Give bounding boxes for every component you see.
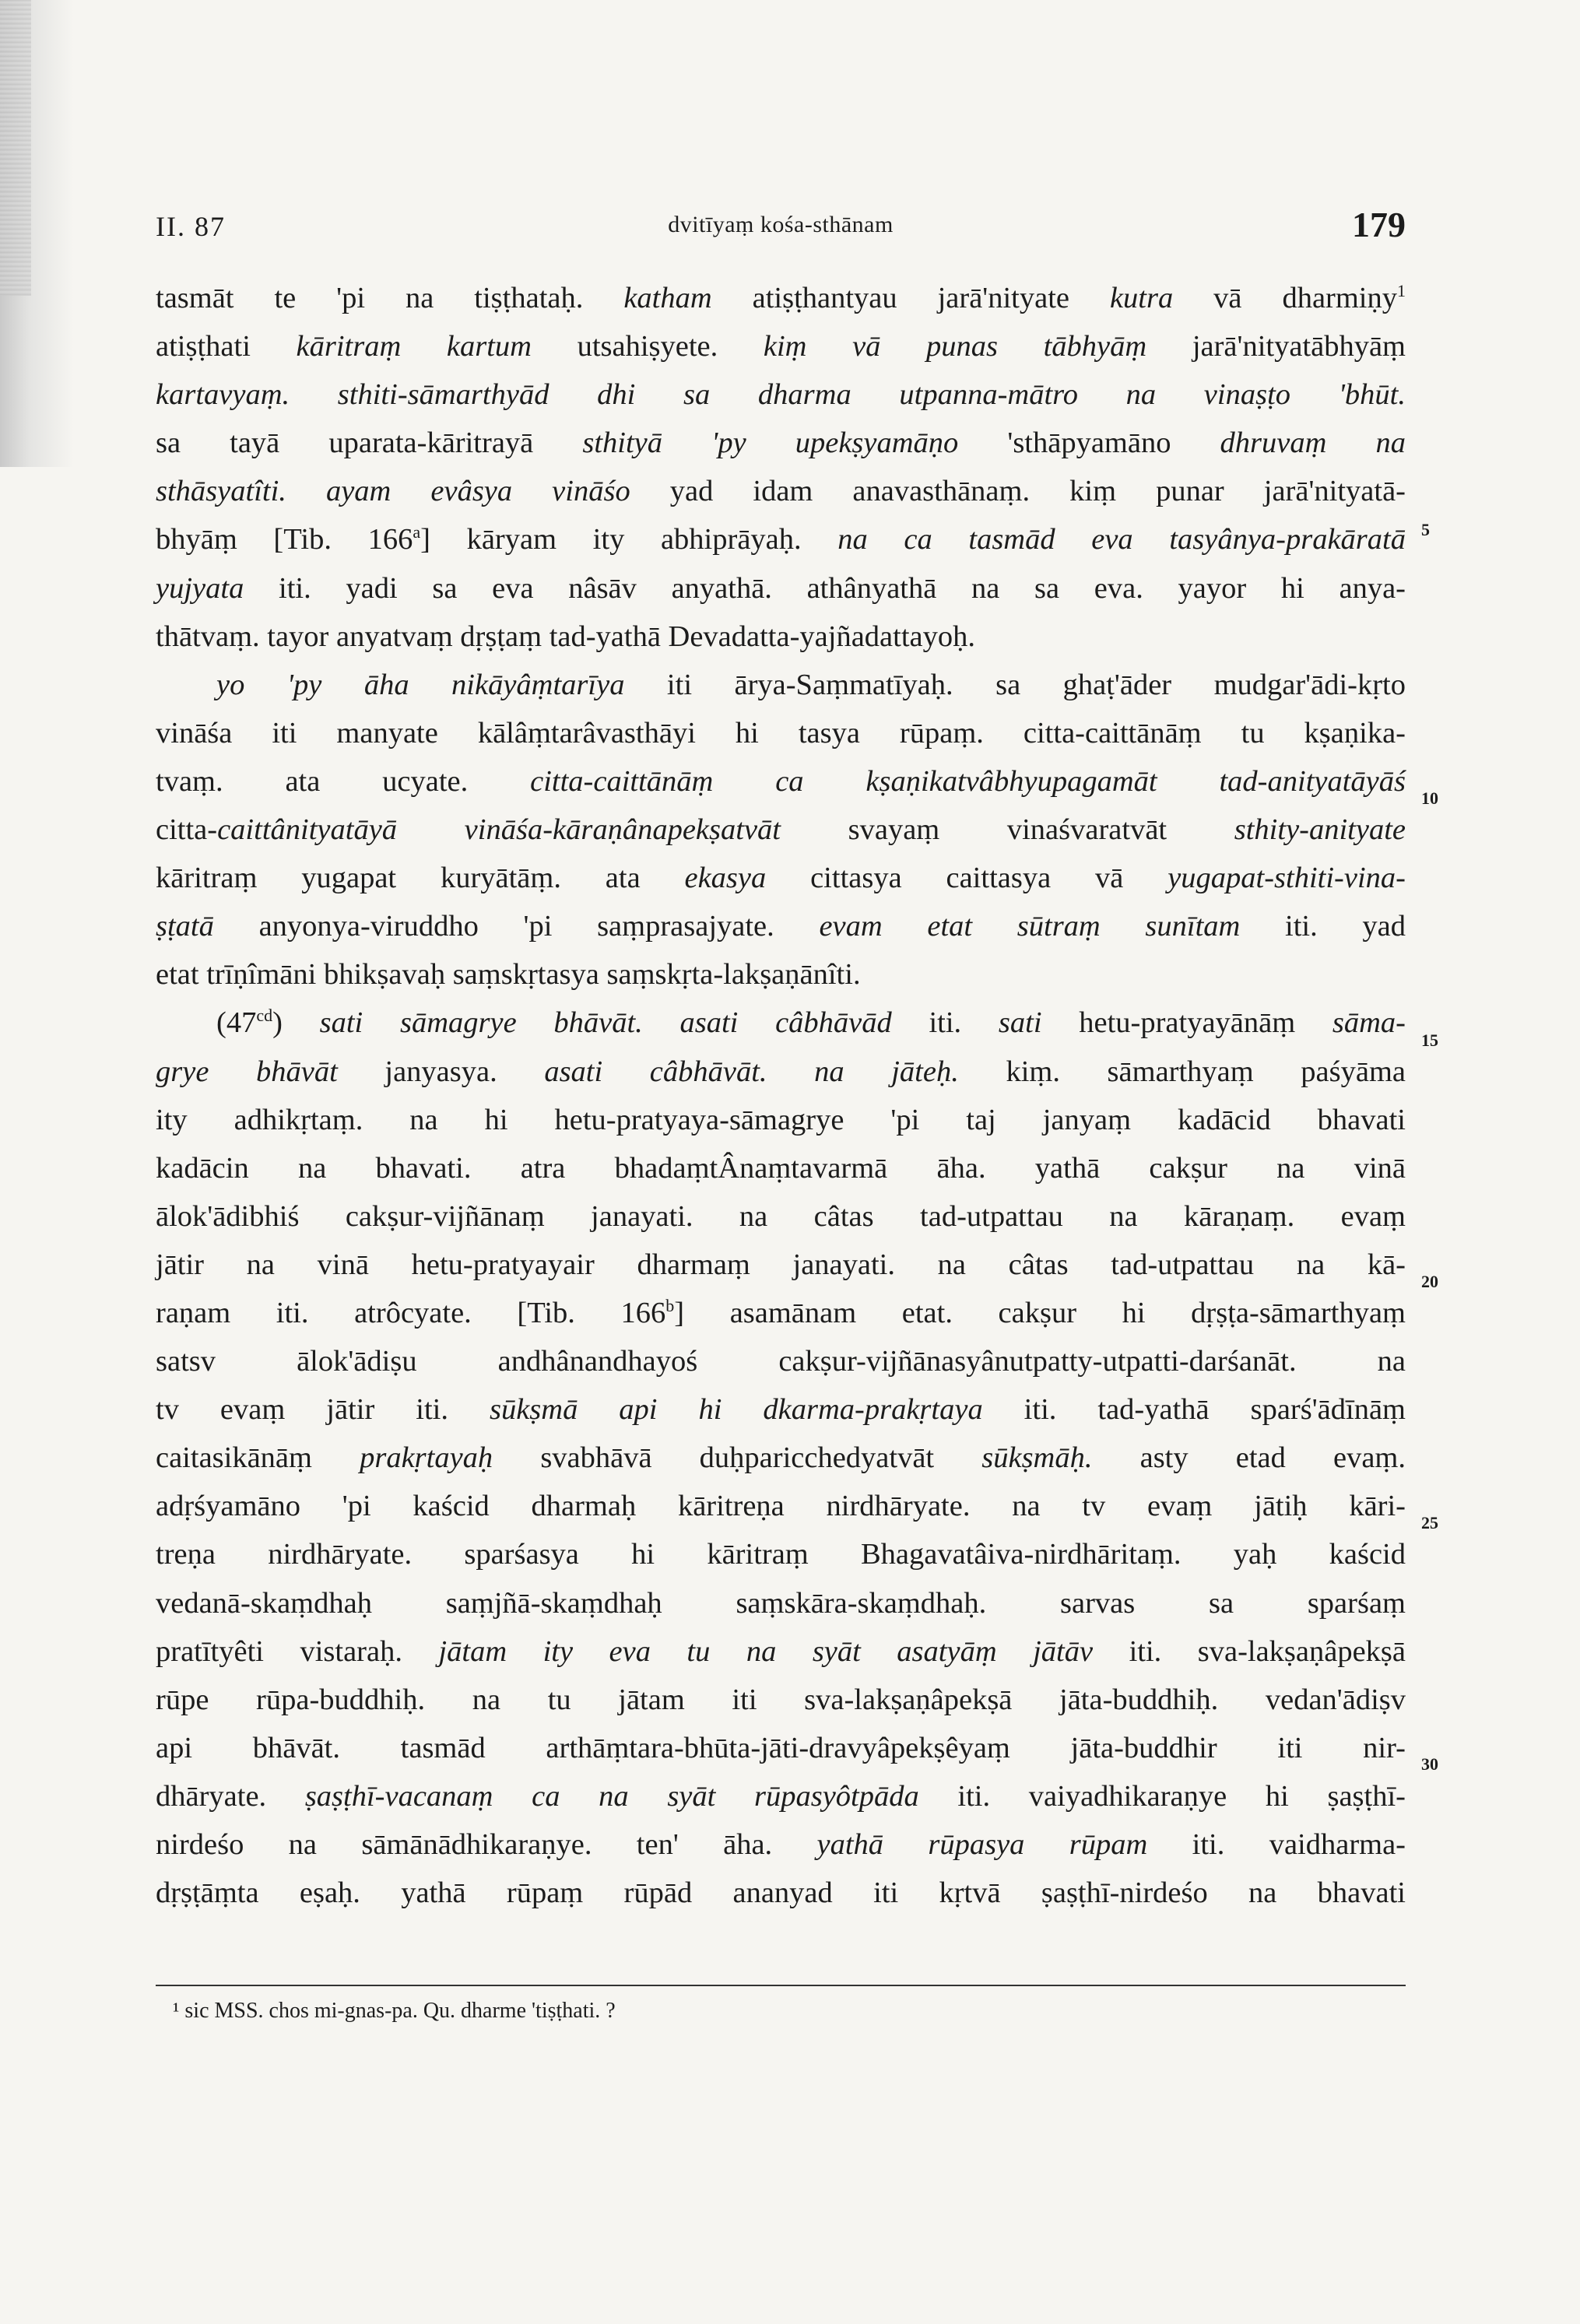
- text-line: [156, 467, 1406, 515]
- text-span: iti. sva-lakṣaṇâpekṣā: [1093, 1634, 1406, 1668]
- text-span: kadācin na bhavati. atra bhadaṃtÂnaṃtavarmā āha. yathā cakṣur na vinā: [156, 1151, 1406, 1185]
- text-line: [156, 1337, 1406, 1385]
- text-span: vā dharmiṇy: [1173, 282, 1398, 314]
- text-span: raṇam iti. atrôcyate. [Tib. 166: [156, 1296, 666, 1329]
- text-span: iti ārya-Saṃmatīyaḥ. sa ghaṭ'āder mudgar'ādi-kṛto: [624, 668, 1406, 701]
- italic-span: yugapat-sthiti-vina-: [1167, 862, 1406, 895]
- text-span: vedanā-skaṃdhaḥ saṃjñā-skaṃdhaḥ saṃskāra-skaṃdhaḥ. sarvas sa sparśaṃ: [156, 1586, 1406, 1620]
- text-span: ity adhikṛtaṃ. na hi hetu-pratyaya-sāmagrye 'pi taj janyaṃ kadācid bhavati: [156, 1103, 1406, 1136]
- text-span: thātvaṃ. tayor anyatvaṃ dṛṣṭaṃ tad-yathā Devadatta-yajñadattayoḥ.: [156, 620, 975, 653]
- main-text-block: [156, 274, 1406, 1917]
- text-span: kiṃ. sāmarthyaṃ paśyāma: [958, 1055, 1406, 1088]
- text-span: cittasya caittasya vā: [766, 862, 1168, 895]
- text-line: [156, 1144, 1406, 1192]
- text-line: [156, 999, 1406, 1047]
- text-line: [156, 1627, 1406, 1676]
- italic-span: yo 'py āha nikāyâṃtarīya: [216, 668, 625, 701]
- text-span: yad idam anavasthānaṃ. kiṃ punar jarā'nityatā-: [630, 475, 1406, 508]
- italic-span: kartavyaṃ. sthiti-sāmarthyād dhi sa dharma utpanna-mātro na vinaṣṭo 'bhūt.: [156, 378, 1406, 412]
- text-span: nirdeśo na sāmānādhikaraṇye. ten' āha.: [156, 1828, 817, 1861]
- text-line: [156, 1241, 1406, 1289]
- text-line: [156, 1676, 1406, 1724]
- line-number-15: 15: [1421, 1030, 1438, 1050]
- italic-span: ṣaṣṭhī-vacanaṃ ca na syāt rūpasyôtpāda: [304, 1779, 919, 1813]
- footnote-rule: [156, 1985, 1406, 1986]
- text-line: [156, 661, 1406, 709]
- text-span: (47: [216, 1006, 257, 1040]
- text-span: treṇa nirdhāryate. sparśasya hi kāritraṃ Bhagavatâiva-nirdhāritaṃ. yaḥ kaścid: [156, 1538, 1406, 1571]
- text-span: jarā'nityatābhyāṃ: [1146, 330, 1406, 363]
- italic-span: ṣṭatā: [156, 910, 214, 943]
- italic-span: dhruvaṃ na: [1220, 427, 1406, 460]
- italic-span: yathā rūpasya rūpam: [816, 1828, 1148, 1861]
- line-number-25: 25: [1421, 1513, 1438, 1532]
- italic-span: kiṃ vā punas tābhyāṃ: [763, 330, 1147, 363]
- line-number-5: 5: [1421, 520, 1430, 539]
- superscript: 1: [1397, 281, 1406, 300]
- superscript: a: [413, 522, 421, 542]
- text-line: [156, 709, 1406, 757]
- text-line: [156, 1192, 1406, 1241]
- text-span: bhyāṃ [Tib. 166: [156, 523, 413, 556]
- text-line: [156, 757, 1406, 806]
- text-span: anyonya-viruddho 'pi saṃprasajyate.: [213, 910, 820, 943]
- text-span: ] asamānam etat. cakṣur hi dṛṣṭa-sāmarthyaṃ: [674, 1296, 1406, 1329]
- text-line: [156, 322, 1406, 370]
- italic-span: asati câbhāvāt. na jāteḥ.: [544, 1055, 959, 1088]
- superscript: b: [665, 1295, 675, 1315]
- text-span: svayaṃ vinaśvaratvāt: [780, 813, 1234, 847]
- text-span: etat trīṇîmāni bhikṣavaḥ saṃskṛtasya saṃskṛta-lakṣaṇānîti.: [156, 958, 861, 992]
- text-span: svabhāvā duḥparicchedyatvāt: [493, 1441, 982, 1475]
- italic-span: sati: [998, 1006, 1042, 1040]
- text-span: ): [272, 1006, 320, 1040]
- italic-span: citta-caittānāṃ ca kṣaṇikatvâbhyupagamāt tad-anityatāyāś: [530, 764, 1406, 798]
- text-span: jātir na vinā hetu-pratyayair dharmaṃ janayati. na câtas tad-utpattau na kā-: [156, 1248, 1406, 1281]
- text-line: [156, 1772, 1406, 1820]
- italic-span: kutra: [1109, 282, 1174, 314]
- text-span: utsahiṣyete.: [531, 330, 764, 363]
- text-span: tvaṃ. ata ucyate.: [156, 764, 531, 798]
- text-line: [156, 1434, 1406, 1482]
- line-number-10: 10: [1421, 788, 1438, 808]
- italic-span: sthity-anityate: [1234, 813, 1406, 847]
- text-line: [156, 1820, 1406, 1869]
- italic-span: sāma-: [1332, 1006, 1406, 1040]
- text-line: [156, 613, 1406, 661]
- italic-span: jātam ity eva tu na syāt asatyāṃ jātāv: [438, 1634, 1094, 1668]
- text-span: 'sthāpyamāno: [958, 427, 1220, 460]
- text-span: rūpe rūpa-buddhiḥ. na tu jātam iti sva-lakṣaṇâpekṣā jāta-buddhiḥ. vedan'ādiṣv: [156, 1683, 1406, 1716]
- text-line: [156, 1385, 1406, 1434]
- text-line: [156, 419, 1406, 467]
- text-span: kāritraṃ yugapat kuryātāṃ. ata: [156, 862, 685, 895]
- text-line: [156, 1048, 1406, 1096]
- text-line: [156, 1096, 1406, 1144]
- text-line: [156, 274, 1406, 322]
- text-line: [156, 1579, 1406, 1627]
- italic-span: sthityā 'py upekṣyamāṇo: [582, 427, 959, 460]
- line-number-30: 30: [1421, 1754, 1438, 1774]
- text-span: asty etad evaṃ.: [1092, 1441, 1406, 1475]
- text-span: citta-: [156, 813, 218, 847]
- italic-span: sati sāmagrye bhāvāt. asati câbhāvād: [319, 1006, 892, 1040]
- italic-span: na ca tasmād eva tasyânya-prakāratā: [837, 523, 1406, 556]
- text-line: [156, 1482, 1406, 1530]
- text-line: [156, 1530, 1406, 1578]
- text-span: satsv ālok'ādiṣu andhânandhayoś cakṣur-vijñānasyânutpatty-utpatti-darśanāt. na: [156, 1345, 1406, 1378]
- text-span: atiṣṭhati: [156, 330, 297, 363]
- text-line: [156, 902, 1406, 950]
- text-span: pratītyêti vistaraḥ.: [156, 1634, 439, 1668]
- italic-span: sūkṣmā api hi dkarma-prakṛtaya: [489, 1393, 983, 1427]
- text-line: [156, 1869, 1406, 1917]
- running-head: [156, 204, 1406, 251]
- text-span: vināśa iti manyate kālâṃtarâvasthāyi hi tasya rūpaṃ. citta-caittānāṃ tu kṣaṇika-: [156, 716, 1406, 750]
- italic-span: evam etat sūtraṃ sunītam: [819, 910, 1241, 943]
- text-span: janyasya.: [337, 1055, 545, 1088]
- text-line: [156, 1289, 1406, 1337]
- italic-span: caittânityatāyā vināśa-kāraṇânapekṣatvāt: [217, 813, 781, 847]
- chapter-title: dvitīyaṃ kośa-sthānam: [668, 212, 894, 237]
- text-span: iti. yadi sa eva nâsāv anyathā. athânyathā na sa eva. yayor hi anya-: [244, 571, 1406, 605]
- text-span: iti. yad: [1240, 910, 1406, 943]
- footnote: ¹ sic MSS. chos mi-gnas-pa. Qu. dharme 'tiṣṭhati. ?: [173, 1999, 616, 2023]
- text-span: adṛśyamāno 'pi kaścid dharmaḥ kāritreṇa nirdhāryate. na tv evaṃ jātiḥ kāri-: [156, 1490, 1406, 1523]
- text-span: hetu-pratyayānāṃ: [1041, 1006, 1332, 1040]
- superscript: cd: [256, 1006, 273, 1026]
- text-line: [156, 854, 1406, 902]
- italic-span: ekasya: [684, 862, 767, 895]
- italic-span: sūkṣmāḥ.: [981, 1441, 1093, 1475]
- text-line: [156, 564, 1406, 613]
- text-line: [156, 806, 1406, 854]
- text-line: [156, 370, 1406, 419]
- text-line: [156, 950, 1406, 999]
- line-number-20: 20: [1421, 1272, 1438, 1291]
- text-span: api bhāvāt. tasmād arthāṃtara-bhūta-jāti-dravyâpekṣêyaṃ jāta-buddhir iti nir-: [156, 1731, 1406, 1764]
- text-span: dṛṣṭāṃta eṣaḥ. yathā rūpaṃ rūpād ananyad iti kṛtvā ṣaṣṭhī-nirdeśo na bhavati: [156, 1876, 1406, 1910]
- text-span: iti.: [891, 1006, 999, 1040]
- page-number: 179: [1352, 205, 1406, 244]
- italic-span: grye bhāvāt: [156, 1055, 338, 1088]
- section-reference: II. 87: [156, 211, 226, 242]
- text-span: sa tayā uparata-kāritrayā: [156, 427, 583, 460]
- italic-span: katham: [623, 282, 712, 314]
- text-span: ālok'ādibhiś cakṣur-vijñānaṃ janayati. na câtas tad-utpattau na kāraṇaṃ. evaṃ: [156, 1199, 1406, 1233]
- italic-span: yujyata: [156, 571, 244, 605]
- text-span: caitasikānāṃ: [156, 1441, 360, 1475]
- text-span: iti. tad-yathā sparś'ādīnāṃ: [982, 1393, 1406, 1427]
- text-line: [156, 515, 1406, 563]
- text-line: [156, 1724, 1406, 1772]
- text-span: tasmāt te 'pi na tiṣṭhataḥ.: [156, 282, 624, 314]
- text-span: dhāryate.: [156, 1779, 305, 1813]
- text-span: ] kāryam ity abhiprāyaḥ.: [420, 523, 838, 556]
- text-span: iti. vaidharma-: [1147, 1828, 1406, 1861]
- text-span: tv evaṃ jātir iti.: [156, 1393, 490, 1427]
- text-span: atiṣṭhantyau jarā'nityate: [711, 282, 1110, 314]
- italic-span: prakṛtayaḥ: [360, 1441, 493, 1475]
- text-span: iti. vaiyadhikaraṇye hi ṣaṣṭhī-: [918, 1779, 1406, 1813]
- scan-page-edge-texture: [0, 0, 31, 296]
- italic-span: sthāsyatîti. ayam evâsya vināśo: [156, 475, 630, 508]
- italic-span: kāritraṃ kartum: [296, 330, 532, 363]
